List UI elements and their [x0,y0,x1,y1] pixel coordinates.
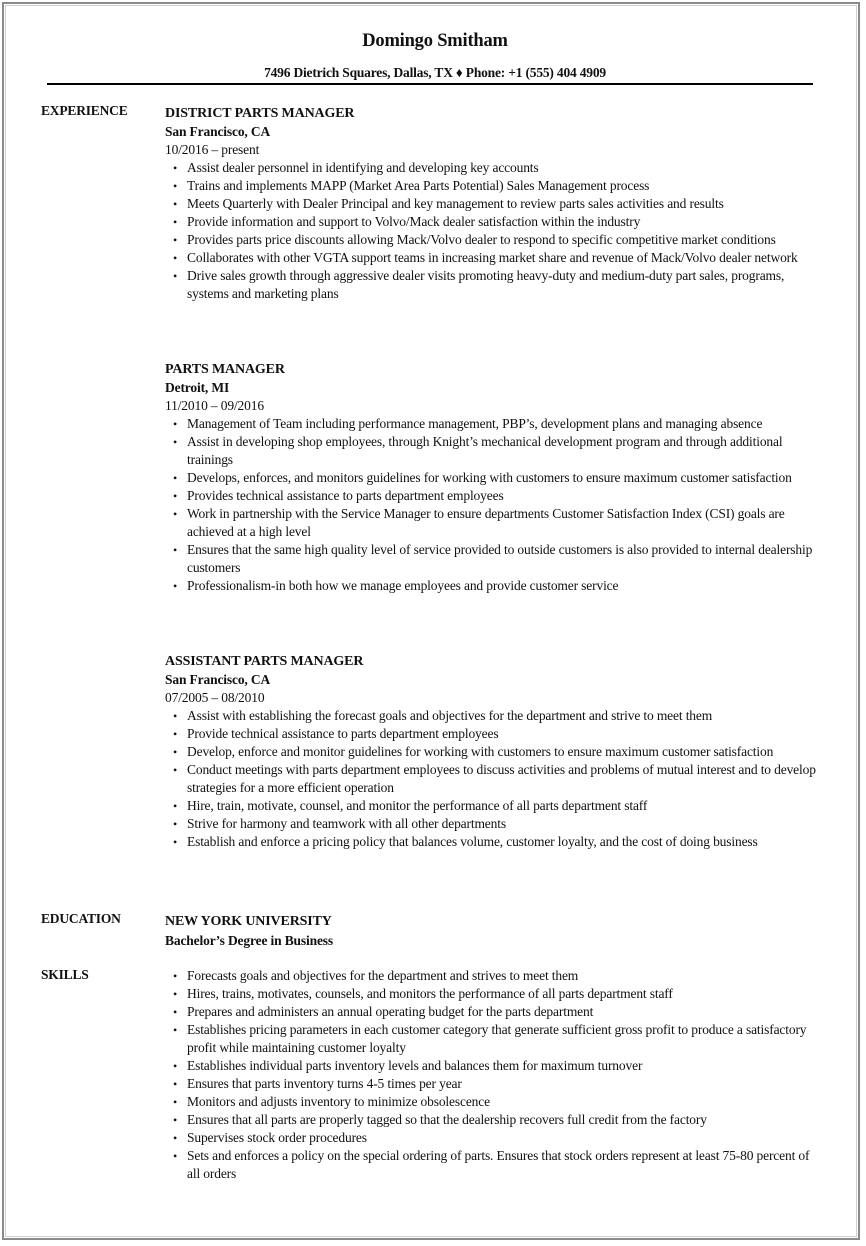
bullet-item: • Conduct meetings with parts department employees to discuss activities and problems of mutual interest and to develop strategies for a more efficient operation [165,761,825,797]
school-name: NEW YORK UNIVERSITY [165,914,332,929]
bullet-item: • Assist with establishing the forecast goals and objectives for the department and strive to meet them [165,707,825,725]
bullet-item: • Ensures that the same high quality level of service provided to outside customers is also provided to internal dealership customers [165,541,825,577]
job-bullets [165,707,825,851]
bullet-item: • Drive sales growth through aggressive dealer visits promoting heavy-duty and medium-duty part sales, programs, systems and marketing plans [165,267,825,303]
bullet-item: • Work in partnership with the Service Manager to ensure departments Customer Satisfaction Index (CSI) goals are achieved at a high level [165,505,825,541]
skill-item: • Hires, trains, motivates, counsels, and monitors the performance of all parts department staff [165,985,825,1003]
bullet-item: • Hire, train, motivate, counsel, and monitor the performance of all parts department staff [165,797,825,815]
skills-list [165,967,825,1183]
bullet-item: • Establish and enforce a pricing policy that balances volume, customer loyalty, and the cost of doing business [165,833,825,851]
skills-list-block [165,967,825,1183]
bullet-item: • Provides parts price discounts allowing Mack/Volvo dealer to respond to specific competitive market conditions [165,231,825,249]
bullet-item: • Develops, enforces, and monitors guidelines for working with customers to ensure maximum customer satisfaction [165,469,825,487]
skill-item: • Establishes pricing parameters in each customer category that generate sufficient gross profit to produce a satisfactory profit while maintaining customer loyalty [165,1021,825,1057]
bullet-item: • Assist in developing shop employees, through Knight’s mechanical development program and through additional trainings [165,433,825,469]
header-divider [47,83,813,85]
job-bullets [165,415,825,595]
job-location: San Francisco, CA [165,124,271,139]
bullet-item: • Management of Team including performance management, PBP’s, development plans and managing absence [165,415,825,433]
skill-item: • Ensures that parts inventory turns 4-5 times per year [165,1075,825,1093]
bullet-item: • Trains and implements MAPP (Market Area Parts Potential) Sales Management process [165,177,825,195]
skill-item: • Sets and enforces a policy on the special ordering of parts. Ensures that stock orders represent at least 75-80 percent of all orders [165,1147,825,1183]
bullet-item: • Provide information and support to Volvo/Mack dealer satisfaction within the industry [165,213,825,231]
degree: Bachelor’s Degree in Business [165,933,334,948]
skill-item: • Prepares and administers an annual operating budget for the parts department [165,1003,825,1021]
bullet-item: • Provides technical assistance to parts department employees [165,487,825,505]
skill-item: • Ensures that all parts are properly tagged so that the dealership recovers full credit from the factory [165,1111,825,1129]
section-label-skills: SKILLS [41,967,89,982]
job-entry [165,653,825,851]
skill-item: • Forecasts goals and objectives for the department and strives to meet them [165,967,825,985]
job-entry [165,361,825,595]
skill-item: • Supervises stock order procedures [165,1129,825,1147]
bullet-item: • Develop, enforce and monitor guidelines for working with customers to ensure maximum customer satisfaction [165,743,825,761]
job-title: ASSISTANT PARTS MANAGER [165,654,364,669]
bullet-item: • Professionalism-in both how we manage employees and provide customer service [165,577,825,595]
job-dates: 11/2010 – 09/2016 [165,398,264,413]
skill-item: • Monitors and adjusts inventory to minimize obsolescence [165,1093,825,1111]
bullet-item: • Collaborates with other VGTA support teams in increasing market share and revenue of Mack/Volvo dealer network [165,249,825,267]
resume-page [2,2,860,1240]
job-entry [165,105,825,303]
job-location: Detroit, MI [165,380,230,395]
bullet-item: • Meets Quarterly with Dealer Principal and key management to review parts sales activities and results [165,195,825,213]
section-label-education: EDUCATION [41,911,121,926]
bullet-item: • Provide technical assistance to parts department employees [165,725,825,743]
job-title: DISTRICT PARTS MANAGER [165,106,355,121]
job-dates: 07/2005 – 08/2010 [165,690,265,705]
job-title: PARTS MANAGER [165,362,285,377]
contact-line: 7496 Dietrich Squares, Dallas, TX ♦ Phone: +1 (555) 404 4909 [264,65,606,80]
job-dates: 10/2016 – present [165,142,260,157]
job-location: San Francisco, CA [165,672,271,687]
education-entry [165,913,825,950]
candidate-name: Domingo Smitham [362,31,508,51]
skill-item: • Establishes individual parts inventory levels and balances them for maximum turnover [165,1057,825,1075]
job-bullets [165,159,825,303]
bullet-item: • Strive for harmony and teamwork with all other departments [165,815,825,833]
bullet-item: • Assist dealer personnel in identifying and developing key accounts [165,159,825,177]
section-label-experience: EXPERIENCE [41,103,128,118]
